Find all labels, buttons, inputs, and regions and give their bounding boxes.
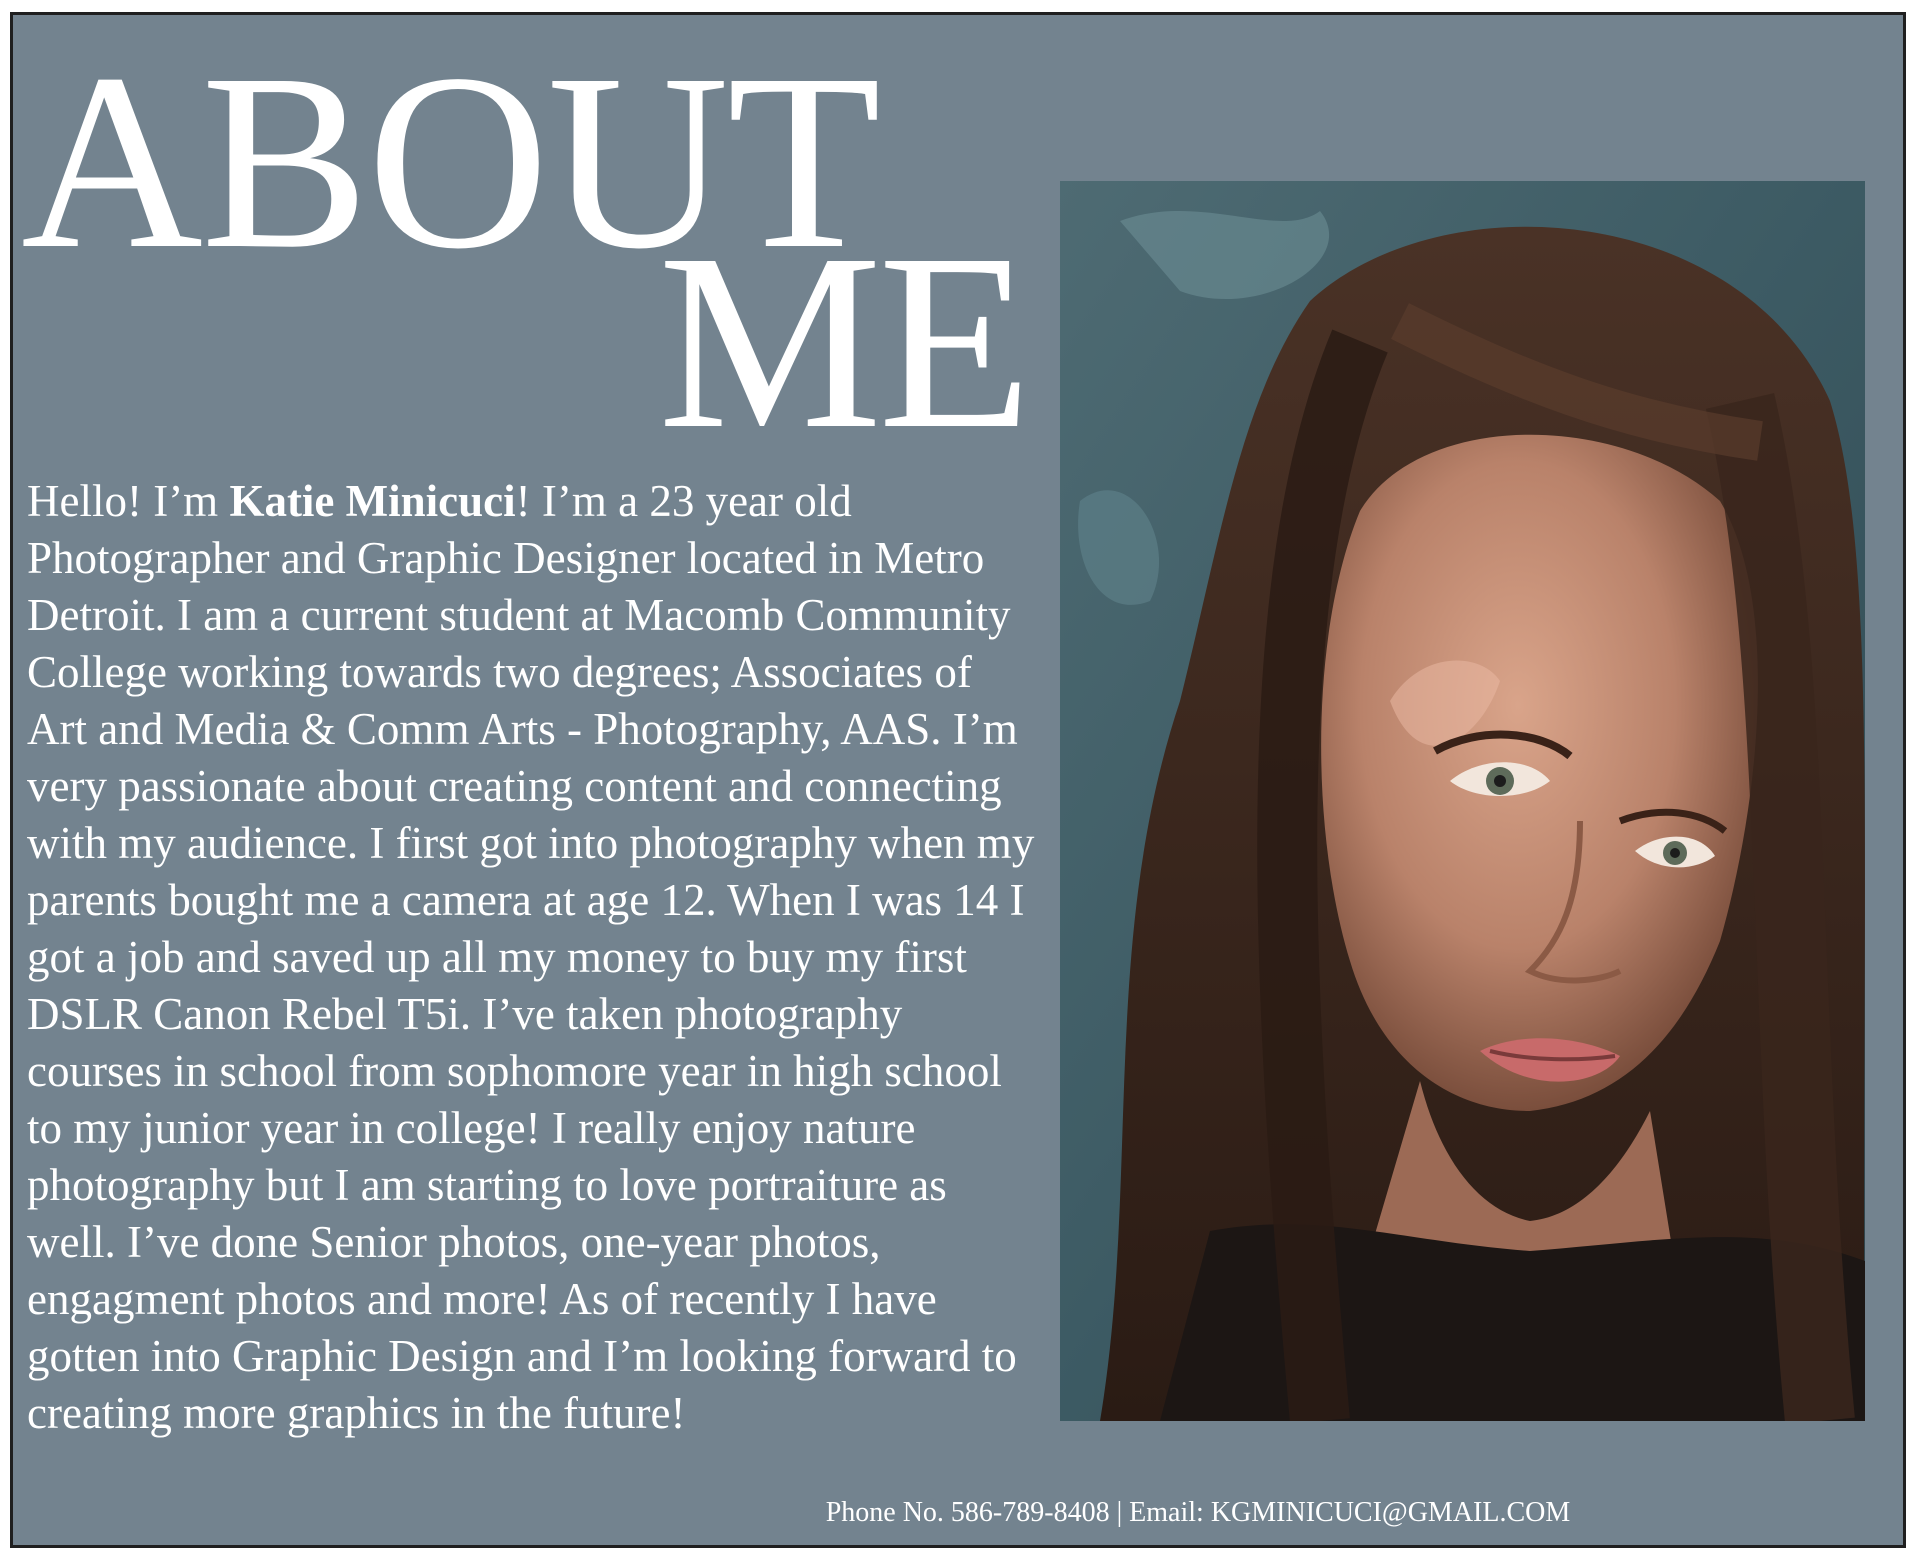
contact-info: Phone No. 586-789-8408 | Email: KGMINICUCI@GMAIL.COM: [825, 1497, 1571, 1528]
portrait-photo: [1060, 181, 1865, 1421]
bio-paragraph: [27, 473, 1037, 1442]
bio-name: Katie Minicuci: [229, 476, 516, 526]
title-about: ABOUT: [21, 21, 879, 301]
bio-body: ! I’m a 23 year old Photographer and Graphic Designer located in Metro Detroit. I am a current student at Macomb Community College working towards two degrees; Associates of Art and Media & Comm Arts - Photography, AAS. I’m very passionate about creating content and connecting with my audience. I first got into photography when my parents bought me a camera at age 12. When I was 14 I got a job and saved up all my money to buy my first DSLR Canon Rebel T5i. I’ve taken photography courses in school from sophomore year in high school to my junior year in college! I really enjoy nature photography but I am starting to love portraiture as well. I’ve done Senior photos, one-year photos, engagment photos and more! As of recently I have gotten into Graphic Design and I’m looking forward to creating more graphics in the future!: [27, 476, 1035, 1438]
title-me: ME: [658, 201, 1028, 481]
portrait-illustration-icon: [1060, 181, 1865, 1421]
about-me-panel: [10, 12, 1906, 1548]
bio-greeting: Hello! I’m: [27, 476, 230, 526]
